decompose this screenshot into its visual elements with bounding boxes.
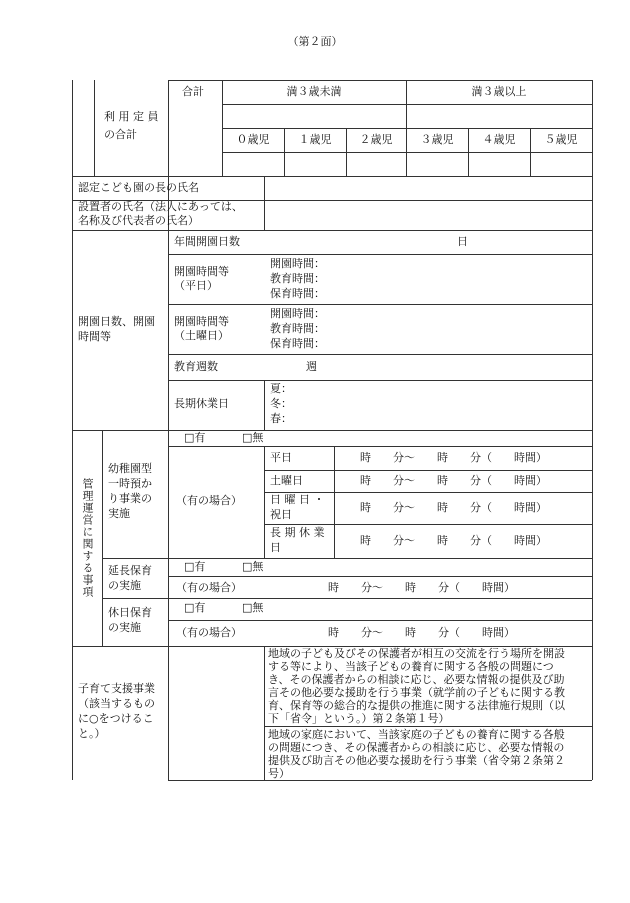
saturday-hours-label: 開園時間等 xyxy=(174,315,229,328)
support-label: 子育て支援事業 xyxy=(78,682,155,695)
temp-care-yes-checkbox[interactable]: □有 xyxy=(184,431,206,444)
temp-sunday-label-2: 祝日 xyxy=(270,508,292,521)
temp-care-label-2: 一時預か xyxy=(108,477,152,490)
support-item-1-4: 言その他必要な援助を行う事業（就学前の子どもに関する教 xyxy=(268,686,565,699)
holiday-no-checkbox[interactable]: □無 xyxy=(242,601,264,614)
saturday-open: 開園時間： xyxy=(270,307,325,320)
temp-care-label-3: り事業の xyxy=(108,492,152,505)
form-table xyxy=(72,80,592,780)
temp-sunday-label: 日 曜 日 ・ xyxy=(270,493,325,506)
support-item-1-6: 下「省令」という。）第２条第１号） xyxy=(268,712,450,725)
annual-days-label: 年間開園日数 xyxy=(174,235,240,248)
support-item-1: 地域の子ども及びその保護者が相互の交流を行う場所を開設 xyxy=(268,647,565,660)
extended-yes-checkbox[interactable]: □有 xyxy=(184,560,206,573)
holiday-yes-checkbox[interactable]: □有 xyxy=(184,601,206,614)
extended-time: 時 分〜 時 分（ 時間） xyxy=(328,581,515,594)
support-label-4: と。） xyxy=(78,727,106,740)
age-2: ２歳児 xyxy=(359,133,393,146)
age-0: ０歳児 xyxy=(236,133,270,146)
total-header: 合計 xyxy=(182,85,204,98)
temp-saturday-label: 土曜日 xyxy=(270,474,303,487)
extended-if-yes: （有の場合） xyxy=(176,581,242,594)
extended-care-label-2: の実施 xyxy=(108,579,141,592)
holiday-care-label-2: の実施 xyxy=(108,621,141,634)
weekday-open: 開園時間： xyxy=(270,257,325,270)
age-3: ３歳児 xyxy=(420,133,454,146)
weekday-edu: 教育時間： xyxy=(270,272,325,285)
edu-weeks-label: 教育週数 xyxy=(174,360,218,373)
spring-label: 春： xyxy=(270,412,292,425)
capacity-label-2: の合計 xyxy=(104,128,137,141)
saturday-edu: 教育時間： xyxy=(270,322,325,335)
opening-label-2: 時間等 xyxy=(78,330,111,343)
support-item-1-2: する等により、当該子どもの養育に関する各般の問題につ xyxy=(268,660,554,673)
principal-name-label: 認定こども園の長の氏名 xyxy=(78,181,199,194)
winter-label: 冬： xyxy=(270,397,292,410)
temp-long-label: 長 期 休 業 xyxy=(270,526,325,539)
holiday-care-label: 休日保育 xyxy=(108,606,152,619)
temp-weekday-time: 時 分〜 時 分（ 時間） xyxy=(360,451,547,464)
management-label: 管理運営に関する事項 xyxy=(81,478,94,598)
page-label: （第２面） xyxy=(287,35,343,48)
weekday-hours-label: 開園時間等 xyxy=(174,265,229,278)
temp-saturday-time: 時 分〜 時 分（ 時間） xyxy=(360,474,547,487)
weekday-hours-label-2: （平日） xyxy=(174,279,218,292)
age-5: ５歳児 xyxy=(544,133,578,146)
extended-no-checkbox[interactable]: □無 xyxy=(242,560,264,573)
temp-care-label: 幼稚園型 xyxy=(108,462,152,475)
temp-sunday-time: 時 分〜 時 分（ 時間） xyxy=(360,501,547,514)
summer-label: 夏： xyxy=(270,382,292,395)
support-label-2: （該当するもの xyxy=(78,697,155,710)
long-holiday-label: 長期休業日 xyxy=(174,397,229,410)
age-1: １歳児 xyxy=(298,133,332,146)
support-item-2-4: 号） xyxy=(268,767,290,780)
saturday-hours-label-2: （土曜日） xyxy=(174,329,229,342)
support-item-2-3: 提供及び助言その他必要な援助を行う事業（省令第２条第２ xyxy=(268,754,565,767)
founder-name-label-2: 名称及び代表者の氏名） xyxy=(78,214,199,227)
over3-header: 満３歳以上 xyxy=(471,85,527,98)
weeks-unit: 週 xyxy=(306,360,317,373)
weekday-care: 保育時間： xyxy=(270,287,325,300)
under3-header: 満３歳未満 xyxy=(286,85,342,98)
temp-weekday-label: 平日 xyxy=(270,451,292,464)
saturday-care: 保育時間： xyxy=(270,337,325,350)
support-item-2: 地域の家庭において、当該家庭の子どもの養育に関する各般 xyxy=(268,728,565,741)
holiday-if-yes: （有の場合） xyxy=(176,626,242,639)
holiday-time: 時 分〜 時 分（ 時間） xyxy=(328,626,515,639)
temp-care-label-4: 実施 xyxy=(108,507,130,520)
capacity-label: 利 用 定 員 xyxy=(104,110,159,123)
support-item-2-2: の問題につき、その保護者からの相談に応じ、必要な情報の xyxy=(268,741,565,754)
founder-name-label: 設置者の氏名（法人にあっては、 xyxy=(78,200,243,213)
temp-care-no-checkbox[interactable]: □無 xyxy=(242,431,264,444)
support-item-1-5: 育、保育等の総合的な提供の推進に関する法律施行規則（以 xyxy=(268,699,565,712)
support-item-1-3: き、その保護者からの相談に応じ、必要な情報の提供及び助 xyxy=(268,673,565,686)
extended-care-label: 延長保育 xyxy=(108,564,152,577)
temp-care-if-yes: （有の場合） xyxy=(176,494,242,507)
opening-label: 開園日数、開園 xyxy=(78,315,155,328)
support-label-3: に○をつけるこ xyxy=(78,712,154,725)
temp-long-time: 時 分〜 時 分（ 時間） xyxy=(360,534,547,547)
days-unit: 日 xyxy=(457,235,468,248)
age-4: ４歳児 xyxy=(482,133,516,146)
temp-long-label-2: 日 xyxy=(270,541,281,554)
